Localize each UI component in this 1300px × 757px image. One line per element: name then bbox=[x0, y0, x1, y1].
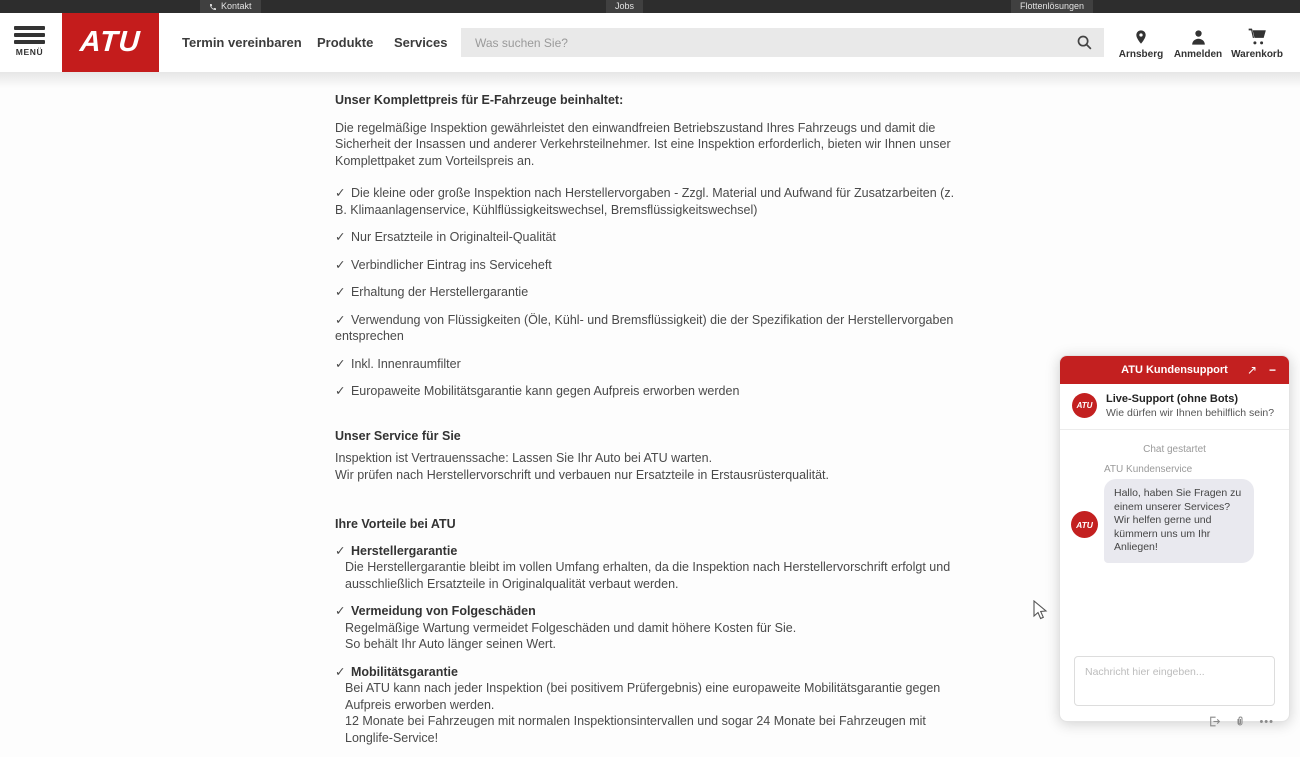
topbar-link-flottenloesungen[interactable] bbox=[1011, 0, 1093, 13]
chat-expand-icon[interactable]: ↗ bbox=[1246, 363, 1257, 377]
nav-produkte[interactable]: Produkte bbox=[317, 35, 374, 50]
check-icon: ✓ bbox=[335, 230, 346, 244]
check-icon: ✓ bbox=[335, 543, 346, 558]
benefit-item: ✓ Vermeidung von Folgeschäden Regelmäßige Wartung vermeidet Folgeschäden und damit höhere Kosten für Sie. So behält Ihr Auto länger seinen Wert. bbox=[335, 604, 797, 651]
chat-footer bbox=[1060, 706, 1289, 728]
top-utility-bar bbox=[0, 0, 1300, 13]
chat-input-box bbox=[1074, 656, 1275, 706]
search-icon[interactable] bbox=[1076, 34, 1093, 56]
chat-widget bbox=[1059, 355, 1290, 728]
main-content bbox=[335, 86, 967, 757]
mouse-cursor bbox=[1033, 600, 1048, 626]
check-icon: ✓ bbox=[335, 186, 346, 200]
checklist-item: ✓ Inkl. Innenraumfilter bbox=[335, 356, 461, 371]
main-header bbox=[0, 13, 1300, 72]
cart-button[interactable] bbox=[1228, 25, 1286, 60]
location-pin-icon bbox=[1114, 25, 1168, 47]
benefit-title: Mobilitätsgarantie bbox=[350, 664, 458, 679]
login-label: Anmelden bbox=[1173, 49, 1223, 60]
more-options-icon[interactable]: ••• bbox=[1259, 715, 1274, 728]
cart-label: Warenkorb bbox=[1231, 49, 1283, 60]
checklist-item: ✓ Europaweite Mobilitätsgarantie kann gegen Aufpreis erworben werden bbox=[335, 384, 740, 398]
topbar-link-kontakt-label: Kontakt bbox=[221, 1, 252, 11]
search-input[interactable] bbox=[461, 28, 1104, 57]
login-button[interactable] bbox=[1170, 25, 1226, 60]
nav-termin-vereinbaren[interactable]: Termin vereinbaren bbox=[182, 35, 302, 50]
atu-logo-text: ATU bbox=[79, 25, 142, 58]
chat-agent-name: ATU Kundenservice bbox=[1104, 464, 1193, 475]
checklist-item: ✓ Die kleine oder große Inspektion nach Herstellervorgaben - Zzgl. Material und Aufwand für Zusatzarbeiten (z. B. Klimaanlagenservice, Kühlflüssigkeitswechsel, Bremsflüssigkeitswechsel) bbox=[335, 186, 955, 217]
benefit-title: Vermeidung von Folgeschäden bbox=[350, 604, 536, 618]
checklist-item: ✓ Verwendung von Flüssigkeiten (Öle, Kühl- und Bremsflüssigkeit) die der Spezifikation der Herstellervorgaben entsprechen bbox=[335, 312, 954, 343]
chat-support-banner bbox=[1060, 384, 1289, 430]
benefits-list bbox=[335, 543, 967, 747]
atu-avatar: ATU bbox=[1072, 393, 1097, 418]
chat-message-bubble: Hallo, haben Sie Fragen zu einem unserer Services? Wir helfen gerne und kümmern uns um Ihr Anliegen! bbox=[1104, 479, 1254, 563]
checklist-item: ✓ Verbindlicher Eintrag ins Serviceheft bbox=[335, 257, 552, 272]
phone-icon bbox=[209, 3, 217, 11]
check-icon: ✓ bbox=[335, 312, 346, 327]
chat-log bbox=[1060, 444, 1289, 656]
check-icon: ✓ bbox=[335, 257, 346, 272]
menu-button[interactable] bbox=[14, 26, 45, 57]
leave-chat-icon[interactable] bbox=[1208, 715, 1221, 728]
nav-services[interactable]: Services bbox=[394, 35, 448, 50]
check-icon: ✓ bbox=[335, 356, 346, 371]
check-icon: ✓ bbox=[335, 664, 346, 679]
section-heading-vorteile: Ihre Vorteile bei ATU bbox=[335, 517, 456, 531]
check-icon: ✓ bbox=[335, 604, 346, 618]
attachment-icon[interactable] bbox=[1234, 715, 1246, 728]
checklist-item: ✓ Erhaltung der Herstellergarantie bbox=[335, 285, 529, 299]
topbar-link-jobs[interactable] bbox=[606, 0, 643, 13]
cart-icon bbox=[1228, 25, 1286, 47]
chat-support-subtitle: Wie dürfen wir Ihnen behilflich sein? bbox=[1106, 407, 1275, 419]
chat-status: Chat gestartet bbox=[1143, 444, 1206, 455]
search-bar bbox=[461, 28, 1104, 57]
section-heading-service: Unser Service für Sie bbox=[335, 428, 461, 443]
benefit-item: ✓ Herstellergarantie Die Herstellergarantie bleibt im vollen Umfang erhalten, da die Inspektion nach Herstellervorschrift erfolgt und ausschließlich Ersatzteile in Originalqualität verbaut werden. bbox=[335, 543, 951, 591]
store-location-label: Arnsberg bbox=[1118, 49, 1164, 60]
check-icon: ✓ bbox=[335, 384, 346, 398]
chat-header[interactable] bbox=[1060, 356, 1289, 384]
chat-message-row bbox=[1060, 479, 1289, 563]
service-paragraph: Inspektion ist Vertrauenssache: Lassen Sie Ihr Auto bei ATU warten. Wir prüfen nach Herstellervorschrift und verbauen nur Ersatzteile in Erstausrüsterqualität. bbox=[335, 451, 829, 482]
chat-message-input[interactable] bbox=[1075, 657, 1274, 705]
checklist-item: ✓ Nur Ersatzteile in Originalteil-Qualität bbox=[335, 230, 556, 244]
topbar-link-flottenloesungen-label: Flottenlösungen bbox=[1020, 1, 1085, 11]
menu-button-label: MENÜ bbox=[15, 47, 44, 57]
atu-logo[interactable] bbox=[62, 12, 159, 72]
atu-avatar: ATU bbox=[1071, 511, 1098, 538]
chat-title: ATU Kundensupport bbox=[1121, 364, 1228, 376]
chat-minimize-icon[interactable]: − bbox=[1268, 363, 1276, 377]
chat-support-title: Live-Support (ohne Bots) bbox=[1106, 393, 1238, 405]
benefit-title: Herstellergarantie bbox=[350, 543, 458, 558]
hamburger-icon bbox=[14, 26, 45, 30]
benefit-item: ✓ Mobilitätsgarantie Bei ATU kann nach jeder Inspektion (bei positivem Prüfergebnis) eine europaweite Mobilitätsgarantie gegen Aufpreis erworben werden. 12 Monate bei Fahrzeugen mit normalen Inspektionsintervallen und sogar 24 Monate bei Fahrzeugen mit Longlife-Service! bbox=[335, 664, 941, 745]
topbar-link-jobs-label: Jobs bbox=[615, 1, 635, 11]
feature-checklist bbox=[335, 185, 967, 400]
section-heading-komplettpreis: Unser Komplettpreis für E-Fahrzeuge beinhaltet: bbox=[335, 93, 624, 107]
user-icon bbox=[1170, 25, 1226, 47]
intro-paragraph: Die regelmäßige Inspektion gewährleistet den einwandfreien Betriebszustand Ihres Fahrzeugs und damit die Sicherheit der Insassen und anderer Verkehrsteilnehmer. Ist eine Inspektion erforderlich, bieten wir Ihnen unser Komplettpaket zum Vorteilspreis an. bbox=[335, 120, 951, 168]
check-icon: ✓ bbox=[335, 285, 346, 299]
store-location-button[interactable] bbox=[1114, 25, 1168, 60]
topbar-link-kontakt[interactable] bbox=[200, 0, 261, 13]
